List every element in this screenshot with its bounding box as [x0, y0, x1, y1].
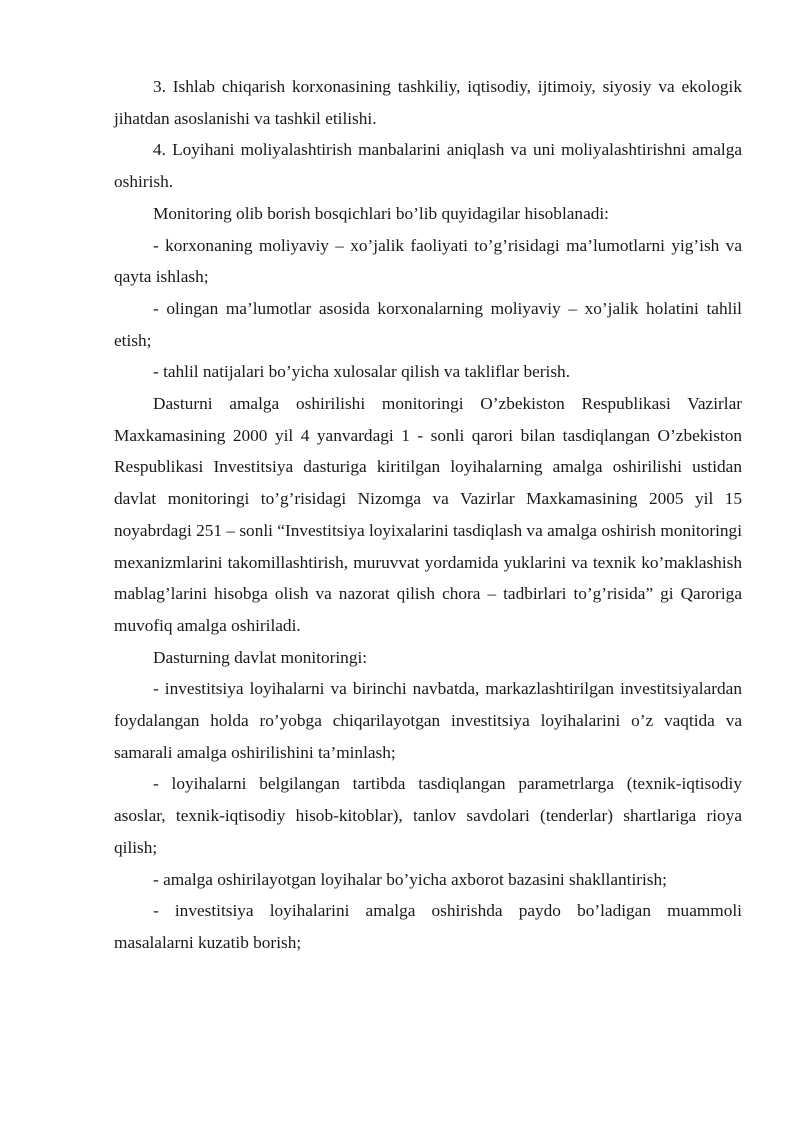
- paragraph-item-3: 3. Ishlab chiqarish korxonasining tashkiliy, iqtisodiy, ijtimoiy, siyosiy va ekologik jihatdan asoslanishi va tashkil etilishi.: [114, 77, 742, 128]
- paragraph-list-item: - olingan ma’lumotlar asosida korxonalarning moliyaviy – xo’jalik holatini tahlil etish;: [114, 298, 742, 350]
- paragraph-item-4: 4. Loyihani moliyalashtirish manbalarini aniqlash va uni moliyalashtirishni amalga oshirish.: [114, 140, 742, 192]
- document-page: [114, 71, 742, 959]
- paragraph-list-item: - tahlil natijalari bo’yicha xulosalar qilish va takliflar berish.: [153, 362, 571, 382]
- paragraph-list-item: - korxonaning moliyaviy – xo’jalik faoliyati to’g’risidagi ma’lumotlarni yig’ish va qayta ishlash;: [114, 235, 742, 287]
- paragraph-list-item: - loyihalarni belgilangan tartibda tasdiqlangan parametrlarga (texnik-iqtisodiy asoslar, texnik-iqtisodiy hisob-kitoblar), tanlov savdolari (tenderlar) shartlariga rioya qilish;: [114, 774, 742, 857]
- paragraph-list-item: - amalga oshirilayotgan loyihalar bo’yicha axborot bazasini shakllantirish;: [153, 869, 667, 889]
- paragraph-monitoring-stages: Monitoring olib borish bosqichlari bo’lib quyidagilar hisoblanadi:: [153, 203, 609, 223]
- paragraph-list-item: - investitsiya loyihalarini amalga oshirishda paydo bo’ladigan muammoli masalalarni kuzatib borish;: [114, 901, 742, 952]
- paragraph-program-monitoring: Dasturni amalga oshirilishi monitoringi O’zbekiston Respublikasi Vazirlar Maxkamasining 2000 yil 4 yanvardagi 1 - sonli qarori bilan tasdiqlangan O’zbekiston Respublikasi Investitsiya dasturiga kiritilgan loyihalarning amalga oshirilishi ustidan davlat monitoringi to’g’risidagi Nizomga va Vazirlar Maxkamasining 2005 yil 15 noyabrdagi 251 – sonli “Investitsiya loyixalarini tasdiqlash va amalga oshirish monitoringi mexanizmlarini takomillashtirish, muruvvat yordamida yuklarini va texnik ko’maklashish mablag’larini hisobga olish va nazorat qilish chora – tadbirlari to’g’risida” gi Qaroriga muvofiq amalga oshiriladi.: [114, 394, 742, 635]
- paragraph-list-item: - investitsiya loyihalarni va birinchi navbatda, markazlashtirilgan investitsiyalardan foydalangan holda ro’yobga chiqarilayotgan investitsiya loyihalarini o’z vaqtida va samarali amalga oshirilishini ta’minlash;: [114, 679, 742, 762]
- paragraph-state-monitoring: Dasturning davlat monitoringi:: [153, 647, 368, 667]
